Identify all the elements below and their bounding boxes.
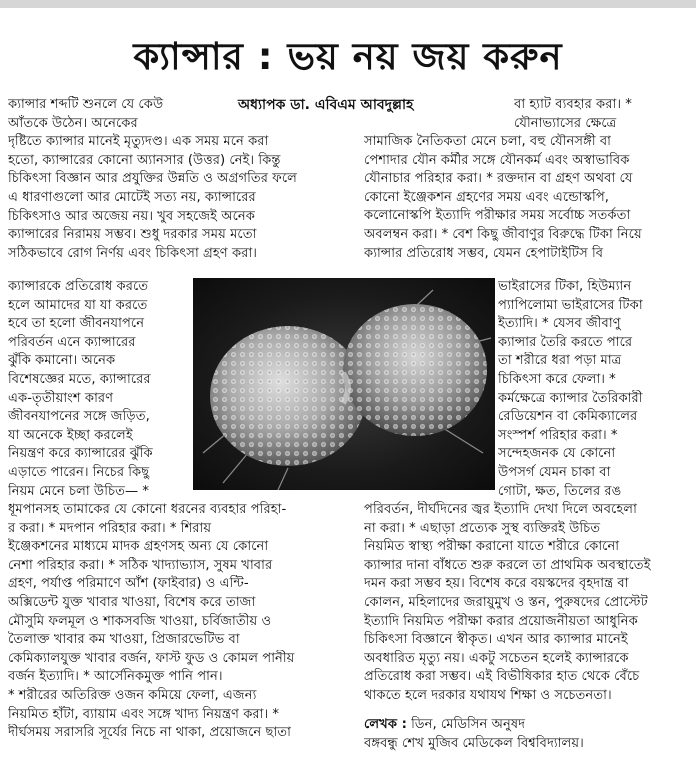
cancer-cells-illustration xyxy=(193,278,495,490)
left-narrow-line: এড়াতে পারেন। নিচের কিছু xyxy=(8,464,150,480)
right-top-column xyxy=(514,96,694,134)
right-wide-line: পেশাদার যৌন কর্মীর সঙ্গে যৌনকর্ম এবং অস্বাভাবিক xyxy=(364,152,630,168)
left-narrow-line: ঝুঁকি কমানো। অনেক xyxy=(8,353,116,369)
left-bottom-line: র করা। * মদপান পরিহার করা। * শিরায় xyxy=(8,520,212,536)
right-wide-line: অবলম্বন করা। * বেশ কিছু জীবাণুর বিরুদ্ধে টিকা নিয়ে xyxy=(364,226,642,242)
writer-credit xyxy=(364,716,694,756)
intro-line: দৃষ্টিতে ক্যান্সার মানেই মৃত্যুদণ্ড। এক সময় মনে করা xyxy=(8,134,269,150)
right-narrow-line: রেডিয়েশন বা কেমিক্যালের xyxy=(498,409,638,425)
author-byline: অধ্যাপক ডা. এবিএম আবদুল্লাহ xyxy=(238,97,414,113)
left-bottom-line: অক্সিডেন্ট যুক্ত খাবার খাওয়া, বিশেষ করে তাজা xyxy=(8,594,256,610)
writer-title: ডিন, মেডিসিন অনুষদ xyxy=(411,717,526,732)
right-narrow-line: সন্দেহজনক যে কোনো xyxy=(498,446,616,462)
intro-line: হতো, ক্যান্সারের কোনো অ্যানসার (উত্তর) নেই। কিন্তু xyxy=(8,152,281,168)
left-bottom-column xyxy=(8,501,353,751)
intro-line: চিকিৎসা বিজ্ঞান আর প্রযুক্তির উন্নতি ও অগ্রগতির ফলে xyxy=(8,171,297,187)
left-narrow-line: হলে আমাদের যা যা করতে xyxy=(8,297,148,313)
right-bottom-line: প্রতিরোধ করা সম্ভব। এই বিভীষিকার হাত থেকে বেঁচে xyxy=(364,669,640,685)
left-bottom-line: বর্জন ইত্যাদি। * আর্সেনিকমুক্ত পানি পান। xyxy=(8,669,223,685)
left-bottom-line: গ্রহণ, পর্যাপ্ত পরিমাণে আঁশ (ফাইবার) ও এন্টি- xyxy=(8,576,249,592)
right-narrow-line: তা শরীরে ধরা পড়া মাত্র xyxy=(498,353,622,369)
right-bottom-line: না করা। * এছাড়া প্রত্যেক সুস্থ ব্যক্তিরই উচিত xyxy=(364,520,601,536)
left-bottom-line: নিয়মিত হাঁটা, ব্যায়াম এবং সঙ্গে খাদ্য নিয়ন্ত্রণ করা। * xyxy=(8,706,279,722)
right-wide-line: যৌনাচার পরিহার করা। * রক্তদান বা গ্রহণ অথবা যে xyxy=(364,171,633,187)
right-narrow-column xyxy=(498,278,694,502)
left-bottom-line: ইঞ্জেকশনের মাধ্যমে মাদক গ্রহণসহ অন্য যে কোনো xyxy=(8,539,269,555)
right-bottom-line: চিকিৎসা বিজ্ঞানে স্বীকৃত। এখন আর ক্যান্সার মানেই xyxy=(364,632,628,648)
left-narrow-line: জীবনযাপনের সঙ্গে জড়িত, xyxy=(8,409,150,425)
top-border xyxy=(0,0,696,8)
right-narrow-line: সংস্পর্শ পরিহার করা। * xyxy=(498,427,618,443)
right-wide-column xyxy=(364,133,694,265)
right-wide-line: সামাজিক নৈতিকতা মেনে চলা, বহু যৌনসঙ্গী বা xyxy=(364,134,611,149)
intro-paragraph xyxy=(8,96,353,268)
left-bottom-line: মৌসুমি ফলমূল ও শাকসবজি খাওয়া, চর্বিজাতীয় ও xyxy=(8,613,272,629)
left-bottom-line: ধূমপানসহ তামাকের যে কোনো ধরনের ব্যবহার পরিহা- xyxy=(8,502,287,517)
left-narrow-line: যা অনেকে ইচ্ছা করলেই xyxy=(8,427,133,443)
right-narrow-line: চিকিৎসা করে ফেলা। * xyxy=(498,371,616,387)
intro-line: চিকিৎসাও আর অজেয় নয়। খুব সহজেই অনেক xyxy=(8,208,256,224)
right-bottom-line: কোলন, মহিলাদের জরায়ুমুখ ও স্তন, পুরুষদের প্রোস্টেট xyxy=(364,594,648,610)
intro-line: আঁতকে উঠেন। অনেকের xyxy=(8,115,138,131)
right-narrow-line: গোটা, ক্ষত, তিলের রঙ xyxy=(498,483,622,499)
right-narrow-line: প্যাপিলোমা ভাইরাসের টিকা xyxy=(498,297,643,313)
right-wide-line: কোনো ইঞ্জেকশন গ্রহণের সময় এবং এন্ডোস্কপি, xyxy=(364,189,609,205)
intro-line: এ ধারণাগুলো আর মোটেই সত্য নয়, ক্যান্সারের xyxy=(8,189,256,205)
left-narrow-line: নিয়ম মেনে চলা উচিত— * xyxy=(8,483,149,499)
right-bottom-line: ক্যান্সার দানা বাঁধতে শুরু করলে তা প্রাথমিক অবস্থাতেই xyxy=(364,557,651,573)
right-top-line: যৌনাভ্যাসের ক্ষেত্রে xyxy=(514,115,617,131)
right-narrow-line: ক্যান্সার তৈরি করতে পারে xyxy=(498,334,633,350)
right-narrow-line: উপসর্গ যেমন চাকা বা xyxy=(498,464,611,480)
right-bottom-line: নিয়মিত স্বাস্থ্য পরীক্ষা করানো যাতে শরীরে কোনো xyxy=(364,539,620,555)
left-bottom-line: কেমিক্যালযুক্ত খাবার বর্জন, ফাস্ট ফুড ও কোমল পানীয় xyxy=(8,650,295,666)
right-narrow-line: ভাইরাসের টিকা, হিউম্যান xyxy=(498,279,632,294)
right-wide-line: কলোনোস্কপি ইত্যাদি পরীক্ষার সময় সর্বোচ্চ সতর্কতা xyxy=(364,208,631,224)
right-bottom-line: অবধারিত মৃত্যু নয়। একটু সচেতন হলেই ক্যান্সারকে xyxy=(364,650,629,666)
right-bottom-line: ইত্যাদি নিয়মিত পরীক্ষা করার প্রয়োজনীয়তা আধুনিক xyxy=(364,613,638,629)
writer-label: লেখক : xyxy=(364,717,407,732)
right-top-line: বা হ্যাট ব্যবহার করা। * xyxy=(514,97,632,112)
left-narrow-column xyxy=(8,278,190,502)
left-narrow-line: পরিবর্তন এনে ক্যান্সারের xyxy=(8,334,136,350)
left-narrow-line: এক-তৃতীয়াংশ কারণ xyxy=(8,390,114,406)
cancer-cells-photo xyxy=(193,278,495,490)
article-title: ক্যান্সার : ভয় নয় জয় করুন xyxy=(133,35,563,78)
intro-line: ক্যান্সার শব্দটি শুনলে যে কেউ xyxy=(8,97,164,112)
right-bottom-line: থাকতে হলে দরকার যথাযথ শিক্ষা ও সচেতনতা। xyxy=(364,687,612,703)
right-wide-line: ক্যান্সার প্রতিরোধ সম্ভব, যেমন হেপাটাইটিস বি xyxy=(364,245,604,261)
left-bottom-line: দীর্ঘসময় সরাসরি সূর্যের নিচে না থাকা, প্রয়োজনে ছাতা xyxy=(8,725,291,741)
right-bottom-line: দমন করা সম্ভব হয়। বিশেষ করে বয়স্কদের বৃহদান্ত্র বা xyxy=(364,576,629,592)
right-bottom-line: পরিবর্তন, দীর্ঘদিনের জ্বর ইত্যাদি দেখা দিলে অবহেলা xyxy=(364,502,637,517)
right-narrow-line: কর্মক্ষেত্রে ক্যান্সার তৈরিকারী xyxy=(498,390,643,406)
right-bottom-column xyxy=(364,501,694,711)
right-narrow-line: ইত্যাদি। * যেসব জীবাণু xyxy=(498,316,621,332)
left-narrow-line: বিশেষজ্ঞের মতে, ক্যান্সারের xyxy=(8,371,151,387)
left-bottom-line: নেশা পরিহার করা। * সঠিক খাদ্যাভ্যাস, সুষম খাবার xyxy=(8,557,273,573)
writer-affiliation: বঙ্গবন্ধু শেখ মুজিব মেডিকেল বিশ্ববিদ্যালয়। xyxy=(364,735,584,751)
left-narrow-line: নিয়ন্ত্রণ করে ক্যান্সারের ঝুঁকি xyxy=(8,446,153,462)
left-narrow-line: হবে তা হলো জীবনযাপনে xyxy=(8,316,145,332)
left-bottom-line: তৈলাক্ত খাবার কম খাওয়া, প্রিজারভেটিভ বা xyxy=(8,632,240,648)
intro-line: ক্যান্সারের নিরাময় সম্ভব। শুধু দরকার সময় মতো xyxy=(8,227,257,243)
left-narrow-line: ক্যান্সারকে প্রতিরোধ করতে xyxy=(8,279,149,294)
left-bottom-line: * শরীরের অতিরিক্ত ওজন কমিয়ে ফেলা, এজন্য xyxy=(8,687,257,703)
intro-line: সঠিকভাবে রোগ নির্ণয় এবং চিকিৎসা গ্রহণ করা। xyxy=(8,245,257,261)
